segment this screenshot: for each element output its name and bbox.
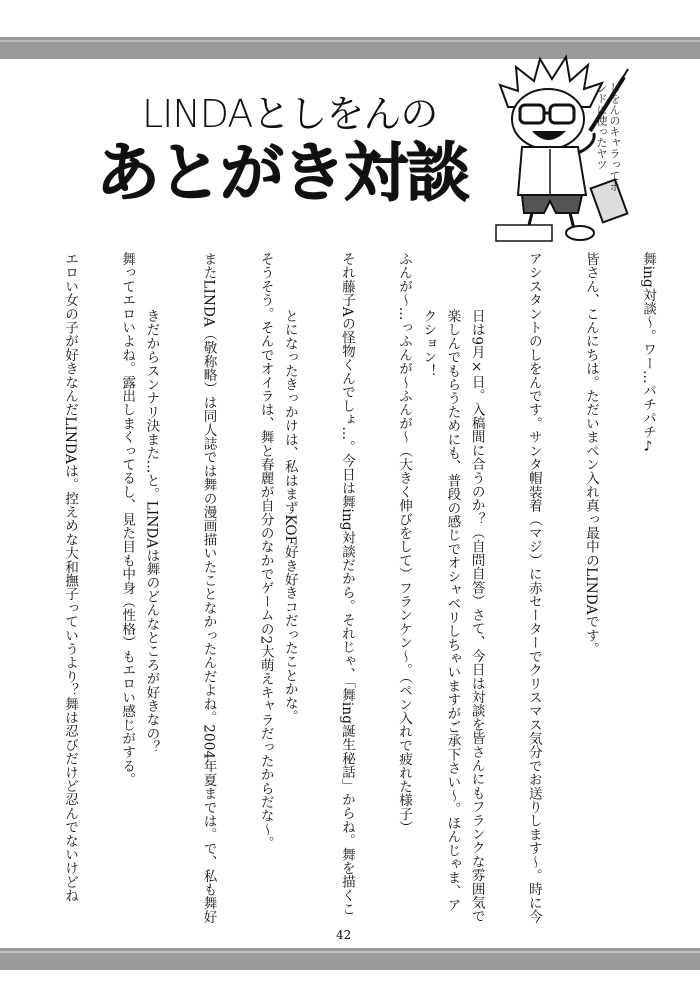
dialogue-line: それ藤子Aの怪物くんでしょ…。今日は舞ing対談だから。それじゃ、「舞ing誕生秘話」からね。舞を描くことになったきっかけは、私はまずKOF好き好きコだったことかな。 <box>281 252 355 916</box>
footer-band <box>0 948 700 970</box>
dialogue-line: エロい女の子が好きなんだLINDAは。控えめな大和撫子っていうより？舞は忍びだけど忍んでないけどね <box>62 252 79 903</box>
dialogue-line: 舞ってエロいよね。露出しまくってるし、見た目も中身（性格）もエロい感じがする。 <box>119 252 136 787</box>
dialogue-turn <box>221 252 278 924</box>
dialogue-line: またLINDA（敬称略）は同人誌では舞の漫画描いたことなかったんだよね。2004年夏までは。で、私も舞好きだからスンナリ決また…と。LINDAは舞のどんなところが好きなの？ <box>143 252 217 924</box>
page-title: あとがき対談 <box>96 137 468 211</box>
title-line-1: LINDAとしをんの <box>142 92 438 136</box>
dialogue-line: アシスタントのしをんです。サンタ帽装着（マジ）に赤セーターでクリスマス気分でお送りします～。時に今日は9月×日。入稿間に合うのか？（自問自答）さて、今日は対談を皆さんにもフランクな雰囲気で楽しんでもらうためにも、普段の感じでオシャベリしちゃいますがご承下さい～。ほんじゃま、アクション！ <box>420 252 542 924</box>
dialogue-turn <box>603 252 660 924</box>
dialogue-line: 皆さん、こんにちは。ただいまペン入れ真っ最中のLINDAです。 <box>582 252 599 656</box>
dialogue-turn <box>546 252 603 924</box>
dialogue-text <box>40 252 660 924</box>
dialogue-turn <box>278 252 359 924</box>
illustration-note: しをんのキャラってホシドに使ったヤツ <box>595 82 621 192</box>
dialogue-turn <box>139 252 220 924</box>
dialogue-line: そうそう。そんでオイラは、舞と春麗が自分のなかでゲームの2大萌えキャラだったからだな～。 <box>257 252 274 850</box>
dialogue-turn <box>416 252 546 924</box>
page-number: 42 <box>336 928 352 942</box>
dialogue-turn <box>40 252 82 924</box>
title-block <box>96 92 476 212</box>
dialogue-line: 舞ing対談～。ワー…パチパチ♪ <box>640 252 656 455</box>
dialogue-turn <box>82 252 139 924</box>
dialogue-line: ふんが～…っふんが～ふんが～（大きく伸びをして）フランケン～。（ペン入れで疲れた様子） <box>396 252 413 835</box>
dialogue-turn <box>359 252 416 924</box>
character-illustration <box>478 45 658 245</box>
